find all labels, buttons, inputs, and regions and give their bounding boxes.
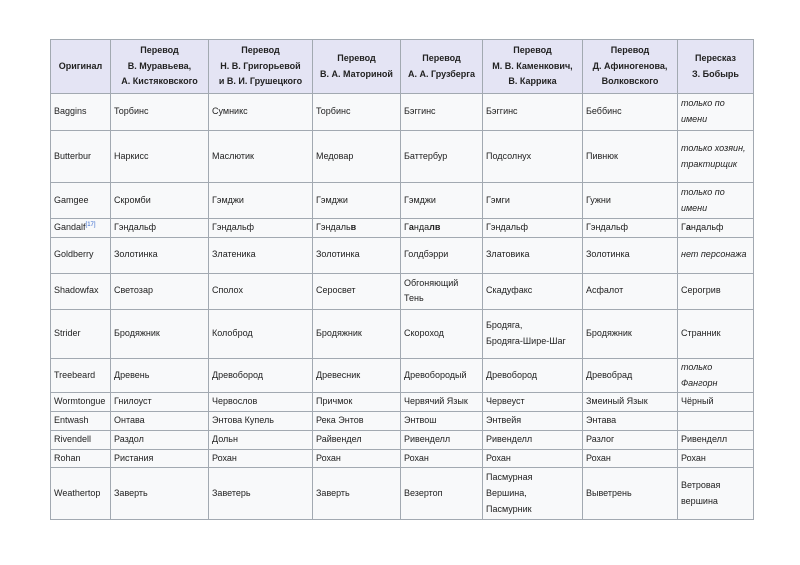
- header-muravyev: [111, 40, 209, 94]
- cell-bobyr: нет персонажа: [678, 237, 754, 273]
- cell-grigorieva: Рохан: [209, 449, 313, 468]
- header-line: А. А. Грузберга: [407, 68, 476, 79]
- name-part-bold: а: [685, 222, 691, 232]
- cell-grigorieva: Колоброд: [209, 309, 313, 358]
- cell-bobyr: Ветровая вершина: [678, 468, 754, 520]
- cell-kamenkovich: [483, 309, 583, 358]
- table-row: [51, 430, 754, 449]
- cell-bobyr: только по имени: [678, 94, 754, 131]
- cell-kamenkovich: Златовика: [483, 237, 583, 273]
- cell-line: Пасмурник: [486, 503, 532, 514]
- cell-bobyr: только хозяин, трактирщик: [678, 131, 754, 183]
- cell-gruzberg: [401, 219, 483, 238]
- cell-muravyev: Скромби: [111, 183, 209, 219]
- header-line: Оригинал: [58, 60, 103, 71]
- cell-original: Goldberry: [51, 237, 111, 273]
- header-line: Перевод: [140, 44, 179, 55]
- translations-table: [50, 39, 754, 520]
- cell-matorina: Река Энтов: [313, 412, 401, 431]
- table-row: [51, 412, 754, 431]
- cell-kamenkovich: Червеуст: [483, 393, 583, 412]
- cell-gruzberg: Энтвош: [401, 412, 483, 431]
- cell-kamenkovich: Энтвейя: [483, 412, 583, 431]
- cell-kamenkovich: Гэндальф: [483, 219, 583, 238]
- cell-line: Бродяга,: [486, 320, 523, 330]
- header-line: и В. И. Грушецкого: [218, 76, 303, 87]
- name-part-bold: лв: [429, 222, 441, 232]
- cell-bobyr: Рохан: [678, 449, 754, 468]
- cell-grigorieva: Гэндальф: [209, 219, 313, 238]
- cell-muravyev: Торбинс: [111, 94, 209, 131]
- header-line: Перевод: [241, 44, 280, 55]
- cell-gruzberg: Бэггинс: [401, 94, 483, 131]
- header-line: А. Кистяковского: [121, 76, 198, 87]
- table-row: [51, 358, 754, 393]
- cell-grigorieva: Древобород: [209, 358, 313, 393]
- name-part-bold: в: [350, 222, 357, 232]
- cell-original: [51, 219, 111, 238]
- cell-grigorieva: Златеника: [209, 237, 313, 273]
- cell-gruzberg: Рохан: [401, 449, 483, 468]
- table-row: [51, 183, 754, 219]
- cell-afinogenov: Энтава: [583, 412, 678, 431]
- cell-gruzberg: Древобородый: [401, 358, 483, 393]
- cell-kamenkovich: Древобород: [483, 358, 583, 393]
- table-row: [51, 449, 754, 468]
- cell-grigorieva: Дольн: [209, 430, 313, 449]
- header-line: Перевод: [610, 44, 650, 55]
- table-row: [51, 393, 754, 412]
- cell-original: Entwash: [51, 412, 111, 431]
- cell-afinogenov: Разлог: [583, 430, 678, 449]
- cell-line: Пасмурная: [486, 472, 533, 483]
- cell-afinogenov: Асфалот: [583, 273, 678, 309]
- cell-muravyev: Онтава: [111, 412, 209, 431]
- header-matorina: [313, 40, 401, 94]
- cell-gruzberg: Скороход: [401, 309, 483, 358]
- cell-bobyr: Странник: [678, 309, 754, 358]
- cell-matorina: Медовар: [313, 131, 401, 183]
- cell-bobyr: Серогрив: [678, 273, 754, 309]
- cell-matorina: Серосвет: [313, 273, 401, 309]
- cell-grigorieva: Энтова Купель: [209, 412, 313, 431]
- header-line: В. Муравьева,: [127, 60, 192, 71]
- table-row: [51, 219, 754, 238]
- cell-kamenkovich: Гэмги: [483, 183, 583, 219]
- cell-muravyev: Золотинка: [111, 237, 209, 273]
- cell-original: Butterbur: [51, 131, 111, 183]
- header-line: Волковского: [601, 76, 659, 87]
- cell-afinogenov: Древобрад: [583, 358, 678, 393]
- cell-muravyev: Гэндальф: [111, 219, 209, 238]
- cell-original: Wormtongue: [51, 393, 111, 412]
- cell-bobyr: только Фангорн: [678, 358, 754, 393]
- header-line: Д. Афиногенова,: [592, 60, 668, 71]
- cell-muravyev: Ристания: [111, 449, 209, 468]
- cell-muravyev: Раздол: [111, 430, 209, 449]
- cell-line: Вершина,: [486, 487, 527, 498]
- cell-matorina: Торбинс: [313, 94, 401, 131]
- cell-kamenkovich: Ривенделл: [483, 430, 583, 449]
- header-afinogenov: [583, 40, 678, 94]
- cell-matorina: Причмок: [313, 393, 401, 412]
- header-line: З. Бобырь: [692, 68, 739, 79]
- cell-afinogenov: Гэндальф: [583, 219, 678, 238]
- cell-bobyr: только по имени: [678, 183, 754, 219]
- cell-gruzberg: Голдбэрри: [401, 237, 483, 273]
- table-row: [51, 273, 754, 309]
- cell-gruzberg: Ривенделл: [401, 430, 483, 449]
- cell-muravyev: Наркисс: [111, 131, 209, 183]
- cell-afinogenov: Пивнюк: [583, 131, 678, 183]
- cell-muravyev: Древень: [111, 358, 209, 393]
- table-row: [51, 468, 754, 520]
- cell-matorina: Райвендел: [313, 430, 401, 449]
- cell-grigorieva: Сумникс: [209, 94, 313, 131]
- header-gruzberg: [401, 40, 483, 94]
- header-line: Перевод: [422, 52, 461, 63]
- cell-original: Weathertop: [51, 468, 111, 520]
- name-part: нда: [413, 222, 430, 232]
- cell-gruzberg: Обгоняющий Тень: [401, 273, 483, 309]
- cell-afinogenov: Золотинка: [583, 237, 678, 273]
- cell-matorina: Гэмджи: [313, 183, 401, 219]
- cell-grigorieva: Гэмджи: [209, 183, 313, 219]
- cell-muravyev: Бродяжник: [111, 309, 209, 358]
- header-original: [51, 40, 111, 94]
- cell-original: Rivendell: [51, 430, 111, 449]
- cell-muravyev: Светозар: [111, 273, 209, 309]
- cell-original: Treebeard: [51, 358, 111, 393]
- cell-muravyev: Заверть: [111, 468, 209, 520]
- cell-kamenkovich: Рохан: [483, 449, 583, 468]
- cell-kamenkovich: Скадуфакс: [483, 273, 583, 309]
- table-row: [51, 94, 754, 131]
- cell-gruzberg: Гэмджи: [401, 183, 483, 219]
- cell-kamenkovich: [483, 468, 583, 520]
- cell-grigorieva: Червослов: [209, 393, 313, 412]
- header-grigorieva: [209, 40, 313, 94]
- header-bobyr: [678, 40, 754, 94]
- cell-kamenkovich: Подсолнух: [483, 131, 583, 183]
- cell-grigorieva: Сполох: [209, 273, 313, 309]
- header-line: М. В. Каменкович,: [492, 60, 573, 71]
- cell-matorina: Бродяжник: [313, 309, 401, 358]
- cell-afinogenov: Выветрень: [583, 468, 678, 520]
- cell-original: Rohan: [51, 449, 111, 468]
- cell-gruzberg: Червячий Язык: [401, 393, 483, 412]
- name-part: ндальф: [690, 222, 724, 232]
- cell-afinogenov: Змеиный Язык: [583, 393, 678, 412]
- cell-grigorieva: Маслютик: [209, 131, 313, 183]
- cell-matorina: Древесник: [313, 358, 401, 393]
- cell-afinogenov: Бродяжник: [583, 309, 678, 358]
- cell-original: Shadowfax: [51, 273, 111, 309]
- table-row: [51, 309, 754, 358]
- cell-kamenkovich: Бэггинс: [483, 94, 583, 131]
- cell-bobyr: Ривенделл: [678, 430, 754, 449]
- header-line: Перевод: [513, 44, 552, 55]
- header-line: Перевод: [337, 52, 376, 63]
- cell-afinogenov: Рохан: [583, 449, 678, 468]
- name-part-bold: а: [408, 222, 414, 232]
- original-name: Gandalf: [54, 222, 86, 232]
- header-line: Н. В. Григорьевой: [220, 60, 301, 71]
- cell-gruzberg: Везертоп: [401, 468, 483, 520]
- cell-grigorieva: Заветерь: [209, 468, 313, 520]
- cell-matorina: [313, 219, 401, 238]
- table-row: [51, 237, 754, 273]
- cell-original: Gamgee: [51, 183, 111, 219]
- cell-original: Strider: [51, 309, 111, 358]
- header-line: В. Каррика: [508, 76, 557, 87]
- cell-bobyr: [678, 219, 754, 238]
- cell-afinogenov: Гужни: [583, 183, 678, 219]
- cell-matorina: Заверть: [313, 468, 401, 520]
- header-line: В. А. Маториной: [320, 68, 393, 79]
- header-row: [51, 40, 754, 94]
- header-kamenkovich: [483, 40, 583, 94]
- name-part: Гэндаль: [316, 222, 351, 232]
- cell-original: Baggins: [51, 94, 111, 131]
- name-part: Г: [681, 222, 686, 232]
- header-line: Пересказ: [695, 52, 736, 63]
- cell-matorina: Золотинка: [313, 237, 401, 273]
- table-row: [51, 131, 754, 183]
- cell-afinogenov: Беббинс: [583, 94, 678, 131]
- cell-line: Бродяга-Шире-Шаг: [486, 335, 566, 346]
- cell-matorina: Рохан: [313, 449, 401, 468]
- cell-gruzberg: Баттербур: [401, 131, 483, 183]
- name-part: Г: [404, 222, 409, 232]
- cell-muravyev: Гнилоуст: [111, 393, 209, 412]
- cell-bobyr: Чёрный: [678, 393, 754, 412]
- cell-bobyr: [678, 412, 754, 431]
- reference-link[interactable]: [17]: [85, 222, 96, 228]
